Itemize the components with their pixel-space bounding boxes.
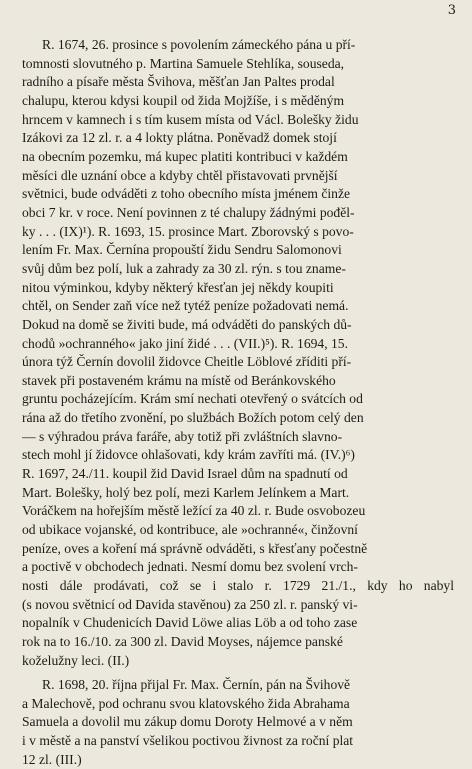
paragraph-2 bbox=[22, 676, 454, 769]
text-line: 12 zl. (III.) bbox=[22, 751, 82, 767]
text-line: a poctivě v obchodech jednati. Nesmí domu bez svolení vrch- bbox=[22, 559, 358, 575]
text-line: chalupu, kterou kdysi koupil od žida Mojžíše, i s měděným bbox=[22, 92, 345, 108]
text-line: ky . . . (IX)¹). R. 1693, 15. prosince Mart. Zborovský s povo- bbox=[22, 223, 354, 239]
text-line: Voráčkem na hořejším městě ležící za 40 zl. r. Bude osvobozeu bbox=[22, 503, 366, 519]
text-line: února týž Černín dovolil židovce Cheitle Löblové zříditi pří- bbox=[22, 354, 352, 370]
text-line: radního a písaře města Švihova, měšťan Jan Paltes prodal bbox=[22, 74, 335, 90]
text-line: měsíci dle uznání obce a kdyby chtěl přistavovati prvnější bbox=[22, 167, 338, 183]
text-line: gruntu pocházejícím. Krám smí nechati otevřený o svátcích od bbox=[22, 391, 363, 407]
text-line: R. 1674, 26. prosince s povolením zámeckého pána u pří- bbox=[42, 37, 356, 52]
text-line: stavek při postaveném krámu na místě od Beránkovského bbox=[22, 372, 336, 388]
text-line: i v městě a na panství všelikou poctivou živnost za roční plat bbox=[22, 732, 354, 748]
text-line: chtěl, on Sender zaň více než tytéž peníze požadovati nemá. bbox=[22, 298, 349, 314]
text-line: lením Fr. Max. Černína propouští židu Sendru Salomonovi bbox=[22, 242, 342, 258]
text-line: rok na to 16./10. za 300 zl. David Moyses, nájemce panské bbox=[22, 634, 343, 649]
text-line: Dokud na domě se živiti bude, má odváděti do panských dů- bbox=[22, 316, 352, 332]
text-line: hrncem v kamnech i s tím kusem místa od Václ. Bolešky židu bbox=[22, 111, 359, 127]
text-line: nosti dále prodávati, což se i stalo r. 1729 21./1., kdy ho nabyl bbox=[22, 578, 454, 594]
paragraph-1 bbox=[22, 36, 454, 670]
text-line: rána až do třetího zvonění, po službách Božích potom celý den bbox=[22, 410, 364, 426]
text-line: chodů »ochranného« jako jiní židé . . . (VII.)⁵). R. 1694, 15. bbox=[22, 335, 349, 351]
text-line: od ubikace vojanské, od kontribuce, ale »ochranné«, činžovní bbox=[22, 522, 358, 538]
text-line: Izákovi za 12 zl. r. a 4 lokty plátna. Poněvadž domek stojí bbox=[22, 130, 337, 146]
text-line: koželužny leci. (II.) bbox=[22, 652, 130, 668]
text-line: nopalník v Chudenicích David Löwe alias Löb a od toho zase bbox=[22, 615, 358, 631]
text-line: světnici, bude odváděti z toho obecního místa jménem činže bbox=[22, 186, 351, 202]
text-line: Samuela a dovolil mu zákup domu Doroty Helmové a v něm bbox=[22, 714, 353, 730]
text-line: R. 1697, 24./11. koupil žid David Israel dům na spadnutí od bbox=[22, 466, 348, 482]
text-line: svůj dům bez polí, luk a zahrady za 30 zl. rýn. s tou zname- bbox=[22, 260, 346, 276]
text-line: tomnosti slovutného p. Martina Samuele Stehlíka, souseda, bbox=[22, 55, 345, 71]
page-number: 3 bbox=[447, 3, 456, 18]
text-line: stech mohl jí židovce ohlašovati, kdy krám zavříti má. (IV.)⁶) bbox=[22, 447, 355, 463]
text-line: obci 7 kr. v roce. Není povinnen z té chalupy žádnými pođěl- bbox=[22, 204, 355, 220]
text-line: na obecním pozemku, má kupec platiti kontribuci v každém bbox=[22, 148, 348, 164]
text-line: R. 1698, 20. října přijal Fr. Max. Černín, pán na Švihově bbox=[42, 677, 351, 692]
text-line: a Malechově, pod ochranu svou klatovského žida Abrahama bbox=[22, 695, 350, 711]
text-line: nitou výminkou, kdyby některý křesťan jej někdy koupiti bbox=[22, 279, 334, 295]
text-line: (s novou světnicí od Davida stavěnou) za 250 zl. r. panský vi- bbox=[22, 596, 358, 612]
text-line: — s výhradou práva faráře, aby totiž při zvláštních slavno- bbox=[22, 428, 343, 444]
text-line: peníze, oves a koření má správně odváděti, s křesťany počestně bbox=[22, 540, 368, 556]
text-line: Mart. Bolešky, holý bez polí, mezi Karlem Jelínkem a Mart. bbox=[22, 484, 350, 500]
